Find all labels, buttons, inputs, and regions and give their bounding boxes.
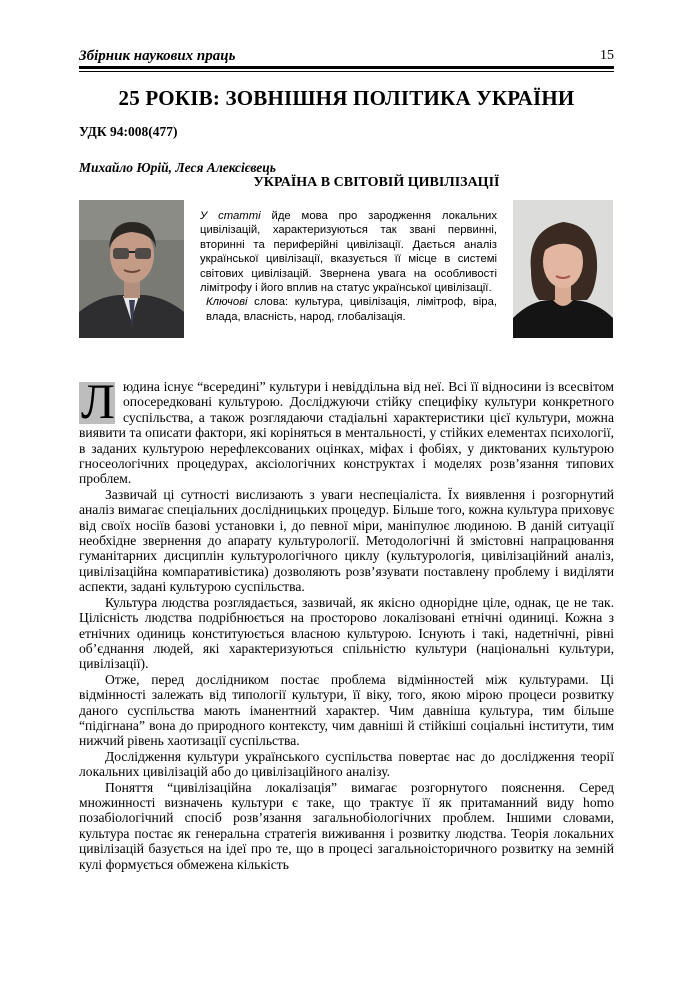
- paragraph-6: Поняття “цивілізаційна локалізація” вимагає розгорнутого пояснення. Серед множинності визначень культури є таке, що трактує її як притаманний виду homo позабіологічний спосіб розв’язання загальнобіологічних проблем. Іншими словами, культура постає як генеральна стратегія виживання і розвитку людства. Теорія локальних цивілізацій базується на ідеї про те, що в процесі загальноісторичного розвитку на земній кулі формується обмежена кількість: [79, 779, 614, 872]
- page-number: 15: [600, 48, 614, 63]
- author-photo-male: [79, 200, 184, 338]
- paragraph-2: Зазвичай ці сутності вислизають з уваги неспеціаліста. Їх виявлення і розгорнутий аналіз вимагає спеціальних дослідницьких процедур. Більше того, кожна культура приховує від своїх носіїв базові установки і, до певної міри, маніпулює людиною. В даній ситуації необхідне звернення до апарату культурології. Методологічні й змістовні напрацювання гуманітарних дисциплін культурологічного циклу (культурологія, цивілізаційний аналіз, цивілізаційна компаративістика) дозволяють розв’язувати поставлену проблему і виділяти аспекти, задані культурою суспільства.: [79, 486, 614, 595]
- header-rule-thick: [79, 66, 614, 69]
- authors: Михайло Юрій, Леся Алексієвець: [79, 160, 276, 175]
- article-title: УКРАЇНА В СВІТОВІЙ ЦИВІЛІЗАЦІЇ: [253, 175, 500, 190]
- abstract-lead: У статті: [200, 210, 261, 222]
- keywords-text: слова: культура, цивілізація, лімітроф, віра, влада, власність, народ, глобалізація.: [206, 296, 497, 323]
- paragraph-1-text: юдина існує “всередині” культури і невіддільна від неї. Всі її відносини із всесвітом опосередковані культурою. Досліджуючи стійку специфіку культури конкретного суспільства, а також розглядаючи стадіальні характеристики цієї культури, можна виявити та описати фактори, які коріняться в ментальності, у стійких елементах психології, в заданих культурою нерефлексованих оцінках, міфах і фобіях, у диктованих культурою гносеологічних процедурах, аксіологічних конструктах і моделях розв’язання типових проблем.: [79, 379, 614, 487]
- abstract-text: [200, 209, 497, 295]
- paragraph-1: [79, 373, 614, 487]
- paragraph-4: Отже, перед дослідником постає проблема відмінностей між культурами. Ці відмінності залежать від типології культури, її віку, того, якою мірою процеси розвитку даного суспільства мають іманентний характер. Чим давніша культура, тим більше “підігнана” вона до природного контексту, чим давніші й стійкіші соціальні інститути, тим нижчий рівень хаотизації суспільства.: [79, 671, 614, 749]
- abstract-body: йде мова про зародження локальних цивілізацій, характеризуються так звані первинні, вторинні та периферійні цивілізації. Дається аналіз української цивілізації, вказується її місце в системі світових цивілізацій. Звернена увага на особливості лімітрофу і його вплив на статус української цивілізації.: [200, 210, 497, 295]
- journal-title: Збірник наукових праць: [79, 48, 236, 64]
- paragraph-3: Культура людства розглядається, зазвичай, як якісно однорідне ціле, однак, це не так. Цілісність людства подрібнюється на просторово локалізовані етнічні одиниці. Кожна з етнічних одиниць конституюється власною культурою. Існують і такі, надетнічні, рівні об’єднання людей, які характеризуються спільністю культури (національні культури, цивілізації).: [79, 594, 614, 672]
- author-photo-female: [513, 200, 613, 338]
- header-rule-thin: [79, 71, 614, 72]
- abstract: [200, 209, 497, 324]
- udk-code: УДК 94:008(477): [79, 124, 178, 139]
- keywords: [200, 295, 497, 324]
- paragraph-5: Дослідження культури українського суспільства повертає нас до дослідження теорії локальних цивілізацій або до цивілізаційного аналізу.: [79, 748, 614, 780]
- section-title: 25 РОКІВ: ЗОВНІШНЯ ПОЛІТИКА УКРАЇНИ: [118, 86, 575, 110]
- running-header: [79, 46, 614, 68]
- article-body: [79, 373, 614, 872]
- keywords-label: Ключові: [206, 296, 248, 309]
- dropcap-letter: Л: [81, 373, 115, 429]
- dropcap: [79, 373, 117, 429]
